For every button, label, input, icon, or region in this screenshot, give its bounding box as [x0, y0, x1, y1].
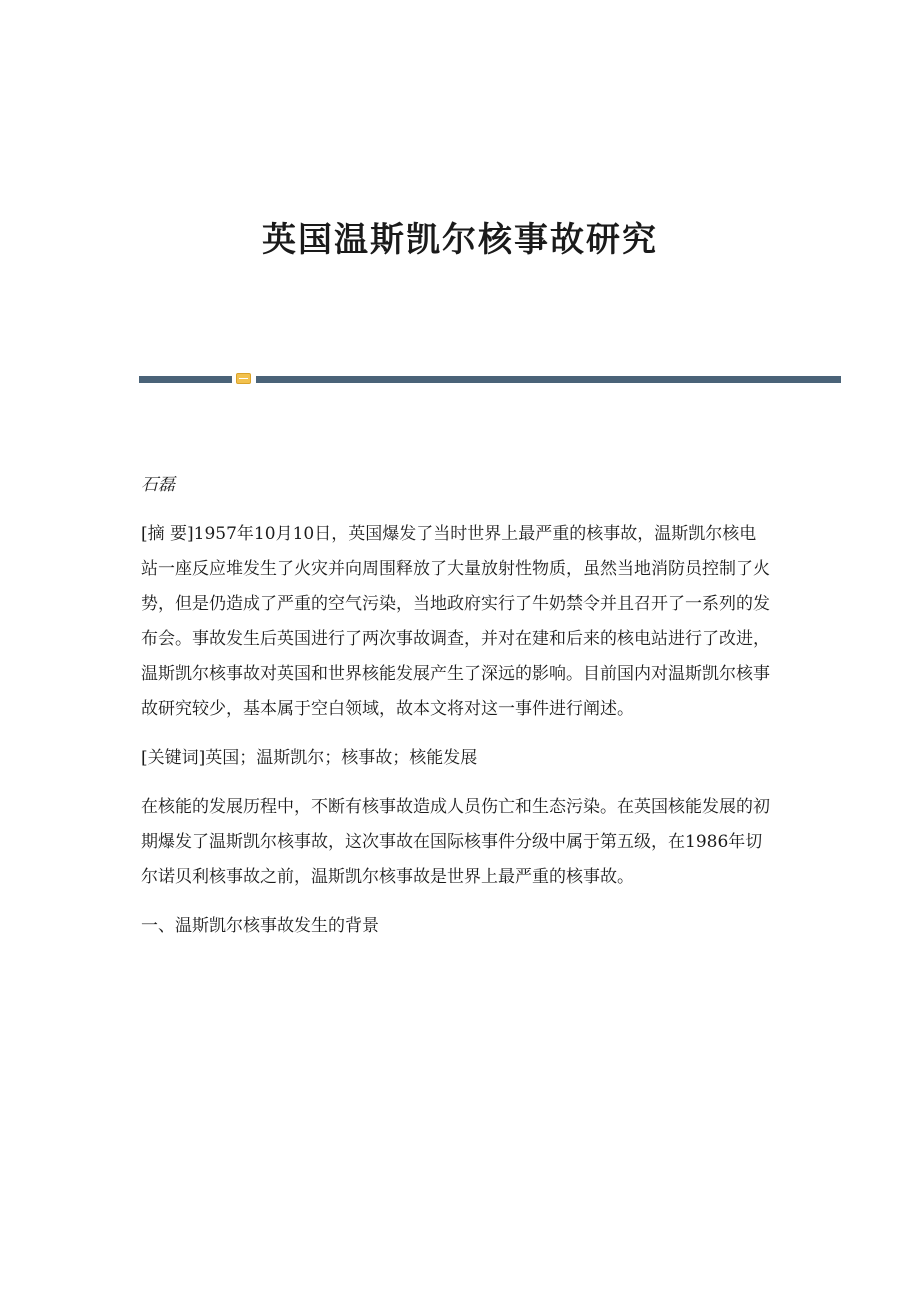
page-title: 英国温斯凯尔核事故研究	[262, 220, 658, 260]
title-divider	[139, 373, 841, 385]
divider-right-bar	[256, 376, 841, 383]
document-body	[141, 468, 771, 958]
author-name: 石磊	[141, 475, 175, 495]
abstract-paragraph: [摘 要]1957年10月10日，英国爆发了当时世界上最严重的核事故，温斯凯尔核电站一座反应堆发生了火灾并向周围释放了大量放射性物质，虽然当地消防员控制了火势，但是仍造成了严重的空气污染，当地政府实行了牛奶禁令并且召开了一系列的发布会。事故发生后英国进行了两次事故调查，并对在建和后来的核电站进行了改进，温斯凯尔核事故对英国和世界核能发展产生了深远的影响。目前国内对温斯凯尔核事故研究较少，基本属于空白领域，故本文将对这一事件进行阐述。	[141, 524, 770, 719]
divider-ornament-icon	[236, 373, 251, 384]
section-heading: 一、温斯凯尔核事故发生的背景	[141, 916, 379, 936]
divider-left-bar	[139, 376, 232, 383]
keywords-paragraph: [关键词]英国；温斯凯尔；核事故；核能发展	[141, 748, 478, 768]
intro-paragraph: 在核能的发展历程中，不断有核事故造成人员伤亡和生态污染。在英国核能发展的初期爆发了温斯凯尔核事故，这次事故在国际核事件分级中属于第五级，在1986年切尔诺贝利核事故之前，温斯凯尔核事故是世界上最严重的核事故。	[141, 797, 770, 887]
